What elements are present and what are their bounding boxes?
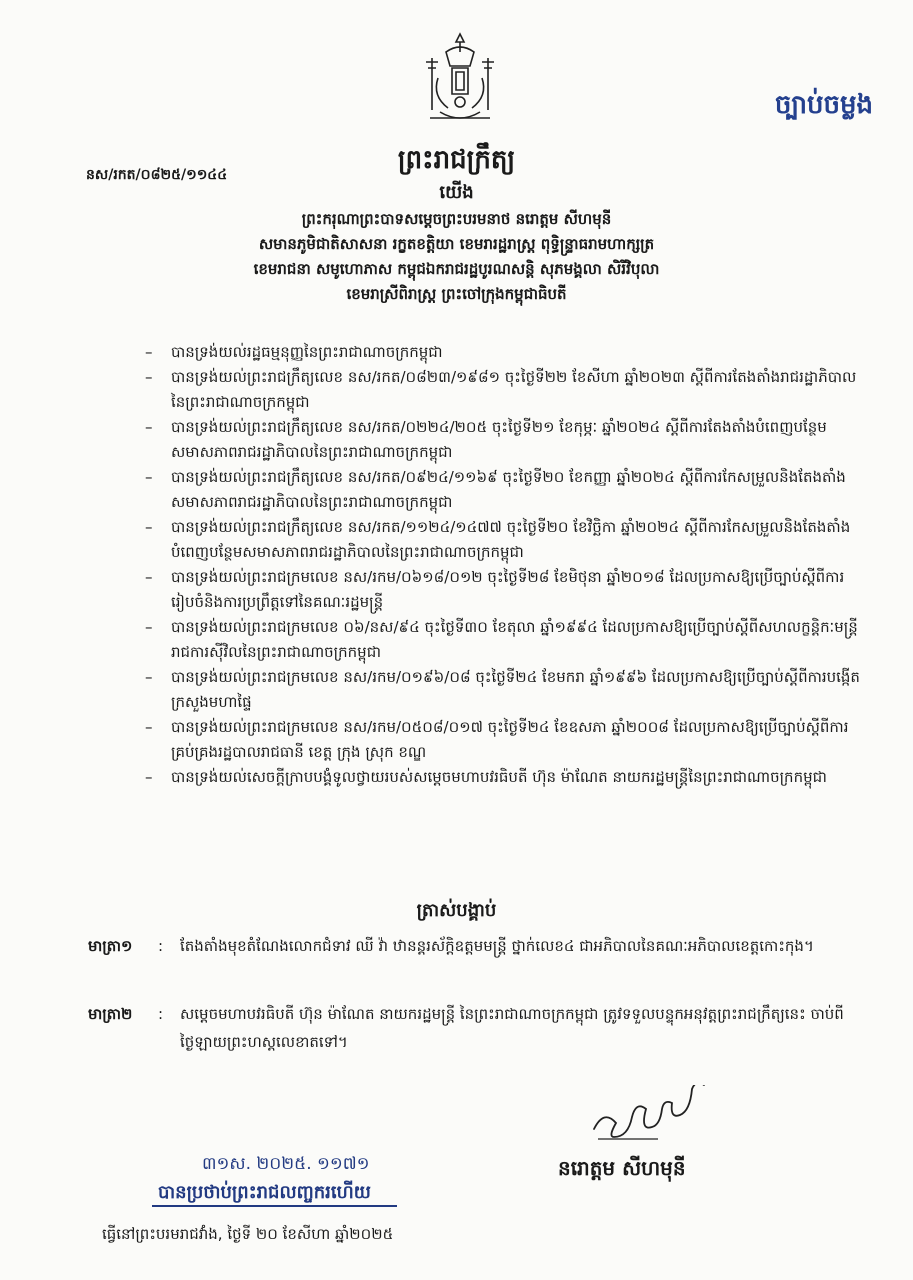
premises-list [145,340,863,790]
premise-item: – បានទ្រង់យល់ព្រះរាជក្រមលេខ នស/រកម/០៦១៨/០១២ ចុះថ្ងៃទី២៨ ខែមិថុនា ឆ្នាំ២០១៨ ដែលប្រកាសឱ្យប្រើច្បាប់ស្តីពីការរៀបចំនិងការប្រព្រឹត្តទៅនៃគណៈរដ្ឋមន្ត្រី [145,565,863,615]
premise-item: – បានទ្រង់យល់ព្រះរាជក្រមលេខ នស/រកម/០៥០៨/០១៧ ចុះថ្ងៃទី២៤ ខែឧសភា ឆ្នាំ២០០៨ ដែលប្រកាសឱ្យប្រើច្បាប់ស្តីពីការគ្រប់គ្រងរដ្ឋបាលរាជធានី ខេត្ត ក្រុង ស្រុក ខណ្ឌ [145,715,863,765]
seal-underline [152,1205,397,1207]
signer-name: នរោត្តម សីហមុនី [558,1156,686,1180]
king-title-line: ខេមរាជនា សមូហោភាស កម្ពុជឯករាជរដ្ឋបូរណសន្តិ សុភមង្គលា សិរីវិបុលា [253,260,660,278]
premise-item: – បានទ្រង់យល់ព្រះរាជក្រឹត្យលេខ នស/រកត/០៩២៤/១១៦៩ ចុះថ្ងៃទី២០ ខែកញ្ញា ឆ្នាំ២០២៤ ស្តីពីការកែសម្រួលនិងតែងតាំងសមាសភាពរាជរដ្ឋាភិបាលនៃព្រះរាជាណាចក្រកម្ពុជា [145,465,863,515]
king-title-line: ខេមរាស្រីពិរាស្ត្រ ព្រះចៅក្រុងកម្ពុជាធិបតី [346,285,567,303]
premise-item: – បានទ្រង់យល់ព្រះរាជក្រមលេខ នស/រកម/០១៩៦/០៨ ចុះថ្ងៃទី២៤ ខែមករា ឆ្នាំ១៩៩៦ ដែលប្រកាសឱ្យប្រើច្បាប់ស្តីពីការបង្កើតក្រសួងមហាផ្ទៃ [145,665,863,715]
seal-date: ៣១ស. ២០២៥. ១១៧១ [202,1154,370,1174]
place-and-date: ធ្វើនៅព្រះបរមរាជវាំង, ថ្ងៃទី ២០ ខែសីហា ឆ្នាំ២០២៥ [102,1225,394,1243]
king-title-line: ព្រះករុណាព្រះបាទសម្តេចព្រះបរមនាថ នរោត្តម សីហមុនី [301,210,612,228]
document-title: ព្រះរាជក្រឹត្យ [397,145,516,175]
king-title-line: សមានភូមិជាតិសាសនា រក្ខតខត្តិយា ខេមរារដ្ឋរាស្ត្រ ពុទ្ធិន្ទ្រាធរាមហាក្សត្រ [258,235,655,253]
premise-item: – បានទ្រង់យល់សេចក្តីក្រាបបង្គំទូលថ្វាយរបស់សម្តេចមហាបវរធិបតី ហ៊ុន ម៉ាណែត នាយករដ្ឋមន្ត្រីនៃព្រះរាជាណាចក្រកម្ពុជា [145,765,863,790]
article-text: សម្តេចមហាបវរធិបតី ហ៊ុន ម៉ាណែត នាយករដ្ឋមន្ត្រី នៃព្រះរាជាណាចក្រកម្ពុជា ត្រូវទទួលបន្ទុកអនុវត្តព្រះរាជក្រឹត្យនេះ ចាប់ពីថ្ងៃឡាយព្រះហស្តលេខាតទៅ។ [180,1005,844,1051]
copy-stamp: ច្បាប់ចម្លង [774,90,873,120]
article-1 [88,932,868,960]
article-2 [88,1000,868,1056]
reference-number: នស/រកត/០៨២៥/១១៤៤ [86,167,228,183]
article-label: មាត្រា១ [88,937,133,955]
article-colon: : [158,1005,164,1023]
we-heading: យើង [439,182,474,203]
article-label: មាត្រា២ [88,1005,133,1023]
coat-of-arms-emblem [412,28,508,128]
premise-item: – បានទ្រង់យល់រដ្ឋធម្មនុញ្ញនៃព្រះរាជាណាចក្រកម្ពុជា [145,340,863,365]
article-text: តែងតាំងមុខតំណែងលោកជំទាវ ឈី វ៉ា ឋានន្តរស័ក្តិឧត្តមមន្ត្រី ថ្នាក់លេខ៤ ជាអភិបាលនៃគណៈអភិបាលខេត្តកោះកុង។ [180,937,814,955]
premise-item: – បានទ្រង់យល់ព្រះរាជក្រឹត្យលេខ នស/រកត/០៨២៣/១៩៨១ ចុះថ្ងៃទី២២ ខែសីហា ឆ្នាំ២០២៣ ស្តីពីការតែងតាំងរាជរដ្ឋាភិបាលនៃព្រះរាជាណាចក្រកម្ពុជា [145,365,863,415]
premise-item: – បានទ្រង់យល់ព្រះរាជក្រឹត្យលេខ នស/រកត/០២២៤/២០៥ ចុះថ្ងៃទី២១ ខែកុម្ភៈ ឆ្នាំ២០២៤ ស្តីពីការតែងតាំងបំពេញបន្ថែមសមាសភាពរាជរដ្ឋាភិបាលនៃព្រះរាជាណាចក្រកម្ពុជា [145,415,863,465]
king-signature [588,1085,713,1145]
royal-seal-text: បានប្រថាប់ព្រះរាជលញ្ចករហើយ [158,1182,371,1203]
decree-heading: ត្រាស់បង្គាប់ [416,900,497,921]
article-colon: : [158,937,164,955]
premise-item: – បានទ្រង់យល់ព្រះរាជក្រមលេខ ០៦/នស/៩៤ ចុះថ្ងៃទី៣០ ខែតុលា ឆ្នាំ១៩៩៤ ដែលប្រកាសឱ្យប្រើច្បាប់ស្តីពីសហលក្ខន្តិកៈមន្ត្រីរាជការស៊ីវិលនៃព្រះរាជាណាចក្រកម្ពុជា [145,615,863,665]
premise-item: – បានទ្រង់យល់ព្រះរាជក្រឹត្យលេខ នស/រកត/១១២៤/១៤៧៧ ចុះថ្ងៃទី២០ ខែវិច្ឆិកា ឆ្នាំ២០២៤ ស្តីពីការកែសម្រួលនិងតែងតាំងបំពេញបន្ថែមសមាសភាពរាជរដ្ឋាភិបាលនៃព្រះរាជាណាចក្រកម្ពុជា [145,515,863,565]
